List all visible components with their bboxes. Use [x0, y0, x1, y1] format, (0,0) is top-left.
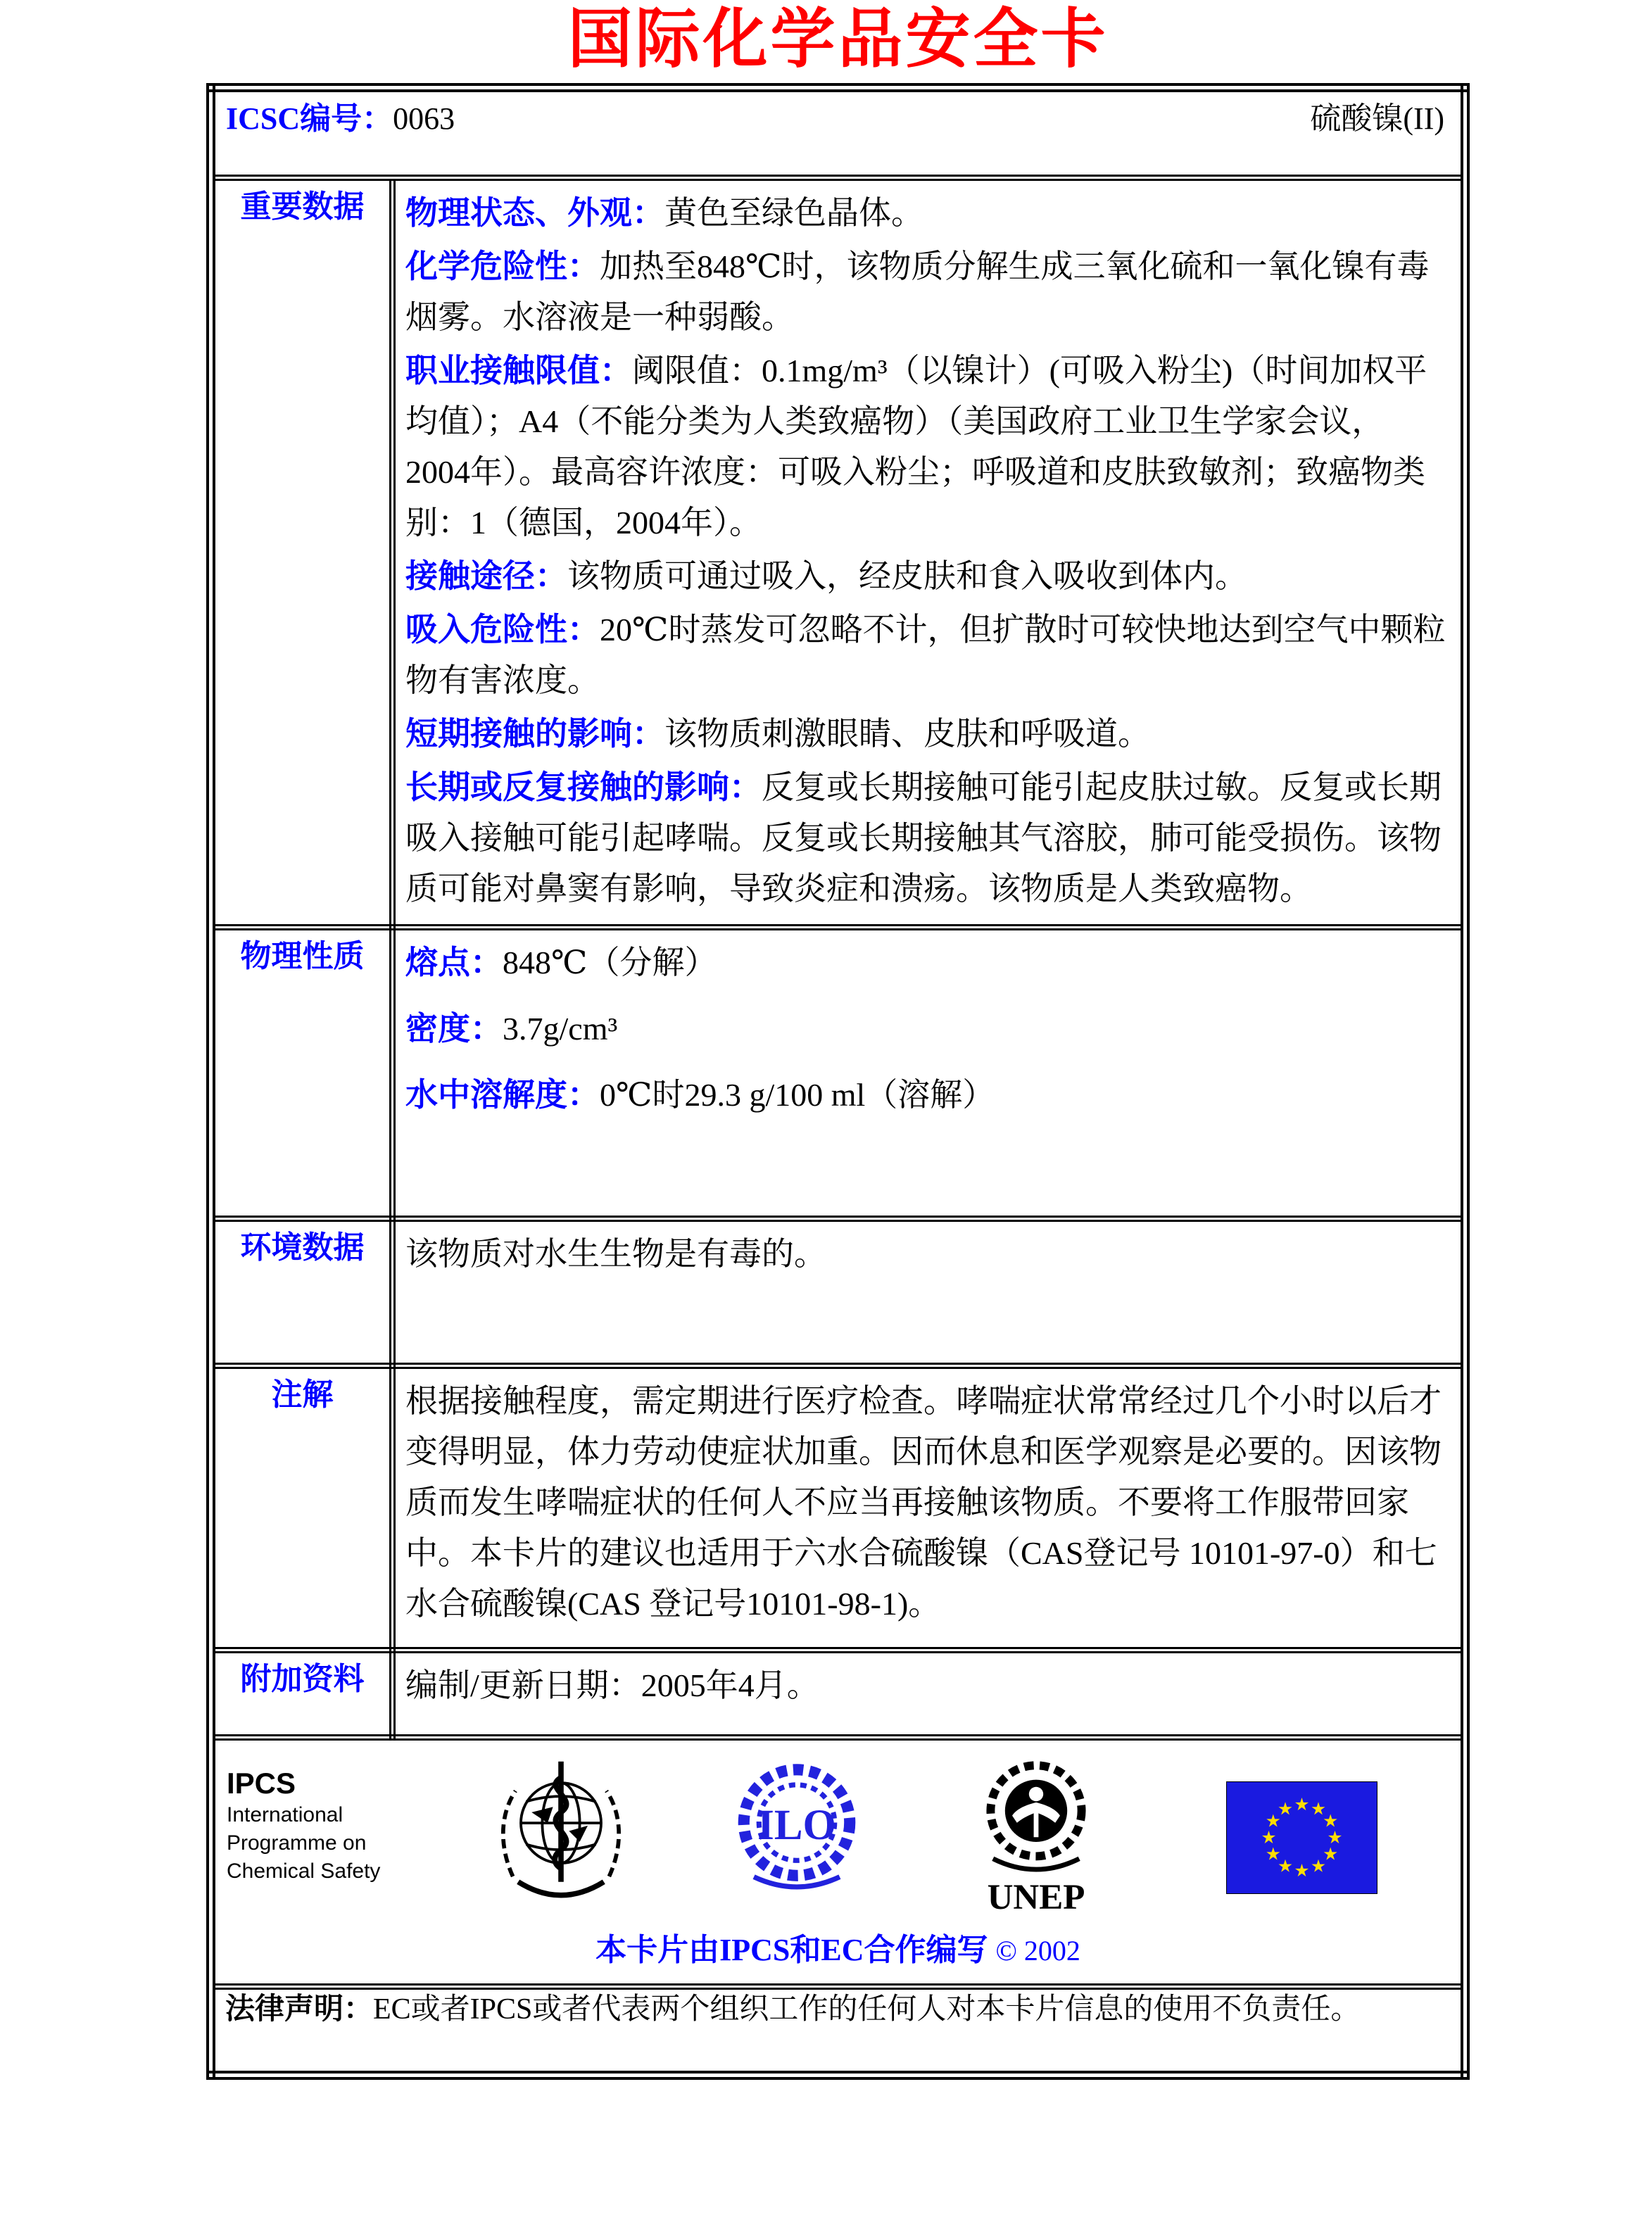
field-label: 吸入危险性：	[405, 612, 600, 648]
ipcs-text-block	[227, 1753, 403, 1886]
eu-flag-icon	[1226, 1781, 1377, 1898]
field-text: 3.7g/cm³	[503, 1011, 618, 1047]
field-text: 加热至848℃时，该物质分解生成三氧化硫和一氧化镍有毒烟雾。水溶液是一种弱酸。	[405, 248, 1430, 335]
field-long-term-effects	[405, 762, 1448, 914]
ilo-logo-icon	[733, 1753, 860, 1908]
page-title: 国际化学品安全卡	[567, 4, 1109, 75]
field-label: 短期接触的影响：	[405, 716, 664, 752]
section-content-important-data	[393, 178, 1465, 928]
field-label: 水中溶解度：	[405, 1077, 600, 1113]
ipcs-subtitle-line2: Programme on	[227, 1831, 367, 1855]
field-label: 接触途径：	[405, 558, 567, 594]
section-label-additional-info: 附加资料	[211, 1650, 393, 1738]
field-text: 848℃（分解）	[503, 945, 717, 980]
field-label: 密度：	[405, 1011, 503, 1047]
icsc-number-value: 0063	[393, 101, 455, 136]
credit-text: 本卡片由IPCS和EC合作编写	[595, 1933, 988, 1967]
section-content-additional-info	[393, 1650, 1465, 1738]
legal-text: EC或者IPCS或者代表两个组织工作的任何人对本卡片信息的使用不负责任。	[373, 1993, 1361, 2026]
field-text: 黄色至绿色晶体。	[664, 195, 923, 231]
icsc-number-group	[226, 93, 455, 138]
field-short-term-effects	[405, 709, 1448, 759]
field-text: 0℃时29.3 g/100 ml（溶解）	[600, 1077, 995, 1113]
field-text: 该物质刺激眼睛、皮肤和呼吸道。	[664, 716, 1150, 752]
who-logo-icon	[494, 1753, 628, 1926]
field-text: 阈限值：0.1mg/m³（以镍计）(可吸入粉尘)（时间加权平均值）；A4（不能分类为人类致癌物）（美国政府工业卫生学家会议，2004年）。最高容许浓度：可吸入粉尘；呼吸道和皮肤致敏剂；致癌物类别：1（德国，2004年）。	[405, 353, 1427, 541]
card-header-row	[211, 88, 1465, 178]
section-content-notes	[393, 1366, 1465, 1650]
legal-row	[211, 1987, 1465, 2076]
field-inhalation-risk	[405, 605, 1448, 706]
field-density	[405, 1004, 1448, 1054]
ipcs-subtitle-line1: International	[227, 1803, 343, 1826]
chemical-name: 硫酸镍(II)	[1310, 101, 1444, 136]
unep-letters: UNEP	[987, 1878, 1085, 1918]
field-text: 反复或长期接触可能引起皮肤过敏。反复或长期吸入接触可能引起哮喘。反复或长期接触其气溶胶，肺可能受损伤。该物质可能对鼻窦有影响，导致炎症和溃疡。该物质是人类致癌物。	[405, 769, 1442, 907]
field-additional-text: 编制/更新日期：2005年4月。	[405, 1667, 819, 1703]
icsc-card-table	[206, 83, 1470, 2080]
copyright-text: © 2002	[995, 1935, 1080, 1967]
ilo-letters: ILO	[757, 1801, 836, 1849]
field-label: 化学危险性：	[405, 248, 600, 284]
section-content-physical-properties	[393, 928, 1465, 1219]
field-label: 物理状态、外观：	[405, 195, 664, 231]
field-exposure-routes	[405, 551, 1448, 602]
section-label-important-data: 重要数据	[211, 178, 393, 928]
legal-label: 法律声明：	[225, 1993, 374, 2026]
section-label-physical-properties: 物理性质	[211, 928, 393, 1219]
section-label-notes: 注解	[211, 1366, 393, 1650]
unep-logo-icon	[976, 1753, 1096, 1922]
field-text: 20℃时蒸发可忽略不计，但扩散时可较快地达到空气中颗粒物有害浓度。	[405, 612, 1446, 698]
section-label-environmental-data: 环境数据	[211, 1219, 393, 1366]
section-content-environmental-data	[393, 1219, 1465, 1366]
ipcs-title: IPCS	[227, 1767, 296, 1800]
ipcs-subtitle-line3: Chemical Safety	[227, 1860, 381, 1883]
field-melting-point	[405, 938, 1448, 988]
field-label: 职业接触限值：	[405, 353, 632, 389]
footer-logos-row	[211, 1738, 1465, 1987]
field-physical-state	[405, 188, 1448, 239]
field-occupational-limits	[405, 346, 1448, 548]
logo-strip	[215, 1741, 1461, 1931]
field-notes-text: 根据接触程度，需定期进行医疗检查。哮喘症状常常经过几个小时以后才变得明显，体力劳动使症状加重。因而休息和医学观察是必要的。因该物质而发生哮喘症状的任何人不应当再接触该物质。不要将工作服带回家中。本卡片的建议也适用于六水合硫酸镍（CAS登记号 10101-97-0）和七水合硫酸镍(CAS 登记号10101-98-1)。	[405, 1383, 1442, 1622]
field-text: 该物质可通过吸入，经皮肤和食入吸收到体内。	[567, 558, 1247, 594]
field-environment-text: 该物质对水生生物是有毒的。	[405, 1236, 826, 1272]
field-chemical-danger	[405, 241, 1448, 343]
field-label: 熔点：	[405, 945, 503, 980]
field-label: 长期或反复接触的影响：	[405, 769, 762, 805]
icsc-number-label: ICSC编号：	[226, 101, 393, 136]
field-water-solubility	[405, 1070, 1448, 1121]
credit-line	[215, 1931, 1461, 1983]
